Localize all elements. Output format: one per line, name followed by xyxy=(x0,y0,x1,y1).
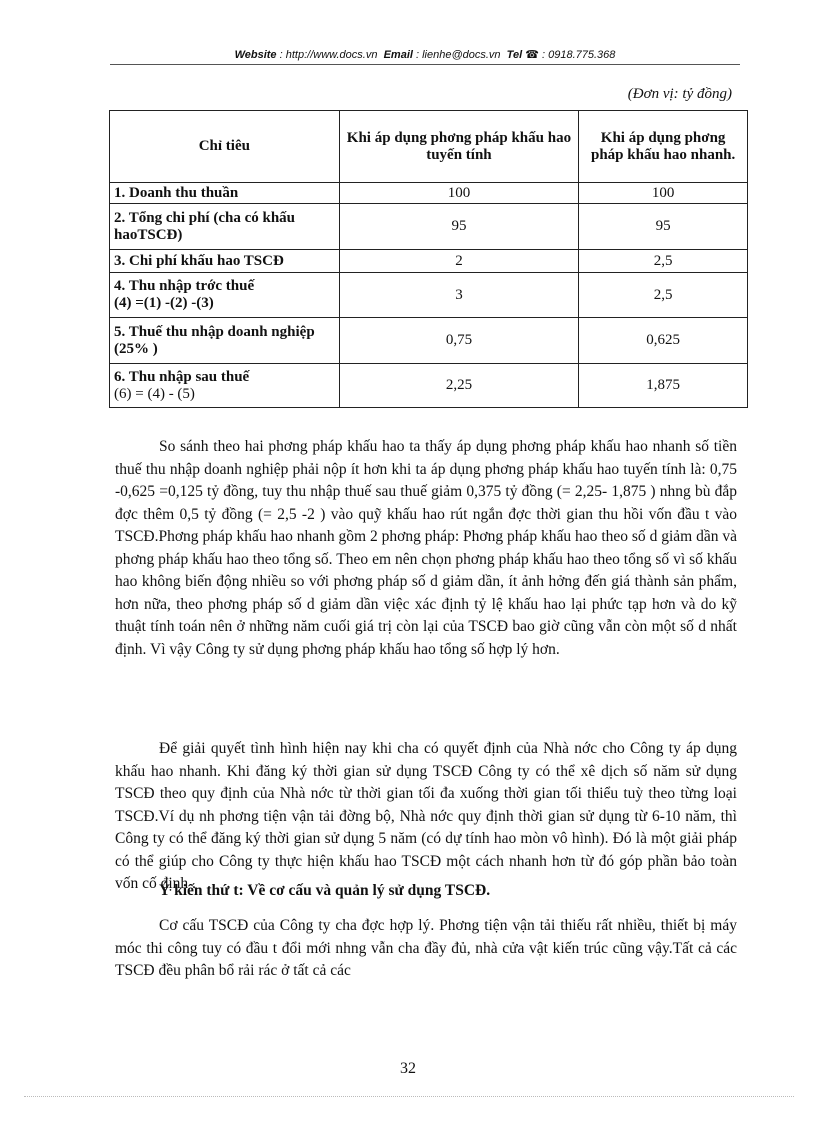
table-header-row xyxy=(110,111,748,183)
row-label: 4. Thu nhập trớc thuế xyxy=(114,278,255,294)
section-heading: Ý kiến thứ t: Về cơ cấu và quản lý sử dụng TSCĐ. xyxy=(159,882,491,899)
row-formula: (6) = (4) - (5) xyxy=(114,385,195,402)
table-row xyxy=(110,318,748,364)
paragraph-solution: Để giải quyết tình hình hiện nay khi cha có quyết định của Nhà nớc cho Công ty áp dụng khấu hao nhanh. Khi đăng ký thời gian sử dụng TSCĐ Công ty có thể xê dịch số năm sử dụng TSCĐ theo quy định của Nhà nớc từ thời gian tối đa xuống thời gian tối thiểu tuỳ theo từng loại TSCĐ.Ví dụ nh phơng tiện vận tải đờng bộ, Nhà nớc quy định thời gian sử dụng từ 6-10 năm, thì Công ty có thể đăng ký thời gian sử dụng 5 năm (có dự tính hao mòn vô hình). Đó là một giải pháp có thể giúp cho Công ty thực hiện khấu hao TSCĐ một cách nhanh hơn từ đó góp phần bảo toàn vốn cố định . xyxy=(115,740,737,892)
row-fast-value: 0,625 xyxy=(579,318,748,364)
row-label: 5. Thuế thu nhập doanh nghiệp (25% ) xyxy=(110,318,340,364)
phone-icon: ☎ xyxy=(525,49,539,61)
body-section-1 xyxy=(115,436,737,661)
table-row xyxy=(110,273,748,318)
header-linear: Khi áp dụng phơng pháp khấu hao tuyến tính xyxy=(339,111,579,183)
tel-value: : 0918.775.368 xyxy=(542,49,616,61)
page-number: 32 xyxy=(400,1060,416,1077)
page-header xyxy=(110,48,740,61)
comparison-table xyxy=(109,110,748,408)
email-value: : lienhe@docs.vn xyxy=(416,49,501,61)
row-formula: (4) =(1) -(2) -(3) xyxy=(114,295,214,311)
row-fast-value: 95 xyxy=(579,204,748,250)
body-section-2 xyxy=(115,738,737,896)
row-fast-value: 100 xyxy=(579,183,748,204)
unit-note: (Đơn vị: tỷ đồng) xyxy=(627,86,732,102)
row-label-cell xyxy=(110,273,340,318)
row-label-cell xyxy=(110,364,340,408)
row-label: 1. Doanh thu thuần xyxy=(110,183,340,204)
header-indicator: Chỉ tiêu xyxy=(110,111,340,183)
paragraph-structure: Cơ cấu TSCĐ của Công ty cha đợc hợp lý. Phơng tiện vận tải thiếu rất nhiều, thiết bị máy móc thi công tuy có đầu t đổi mới nhng vẫn cha đầy đủ, nhà cửa vật kiến trúc cũng vậy.Tất cả các TSCĐ đều phân bổ rải rác ở tất cả các xyxy=(115,917,737,979)
row-linear-value: 2 xyxy=(339,250,579,273)
row-fast-value: 1,875 xyxy=(579,364,748,408)
row-label: 3. Chi phí khấu hao TSCĐ xyxy=(110,250,340,273)
website-label: Website xyxy=(234,49,277,61)
footer-divider xyxy=(24,1096,794,1097)
row-linear-value: 2,25 xyxy=(339,364,579,408)
header-divider xyxy=(110,64,740,65)
table-row xyxy=(110,204,748,250)
email-label: Email xyxy=(383,49,413,61)
tel-label: Tel xyxy=(506,49,523,61)
table-row xyxy=(110,364,748,408)
paragraph-comparison: So sánh theo hai phơng pháp khấu hao ta thấy áp dụng phơng pháp khấu hao nhanh số tiền thuế thu nhập doanh nghiệp phải nộp ít hơn khi ta áp dụng phơng pháp khấu hao tuyến tính là: 0,75 -0,625 =0,125 tỷ đồng, tuy thu nhập thuế sau thuế giảm 0,375 tỷ đồng (= 2,25- 1,875 ) nhng bù đắp đợc thêm 0,5 tỷ đồng (= 2,5 -2 ) vào quỹ khấu hao rút ngắn đợc thời gian thu hồi vốn đầu t vào TSCĐ.Phơng pháp khấu hao nhanh gồm 2 phơng pháp: Phơng pháp khấu hao theo số d giảm dần và phơng pháp khấu hao theo tổng số. Theo em nên chọn phơng pháp khấu hao theo tổng số vì số khấu hao không biến động nhiều so với phơng pháp số d giảm dần, ít ảnh hởng đến giá thành sản phẩm, hơn nữa, theo phơng pháp số d giảm dần việc xác định tỷ lệ khấu hao lại phức tạp hơn và do kỹ thuật tính toán nên ở những năm cuối giá trị còn lại của TSCĐ bao giờ cũng vẫn còn một số d nhất định. Vì vậy Công ty sử dụng phơng pháp khấu hao tổng số hợp lý hơn. xyxy=(115,438,737,658)
body-section-3 xyxy=(115,915,737,983)
row-linear-value: 95 xyxy=(339,204,579,250)
row-linear-value: 3 xyxy=(339,273,579,318)
row-fast-value: 2,5 xyxy=(579,250,748,273)
table-row xyxy=(110,250,748,273)
row-label: 2. Tổng chi phí (cha có khấu haoTSCĐ) xyxy=(110,204,340,250)
row-linear-value: 0,75 xyxy=(339,318,579,364)
row-fast-value: 2,5 xyxy=(579,273,748,318)
row-linear-value: 100 xyxy=(339,183,579,204)
row-label: 6. Thu nhập sau thuế xyxy=(114,368,250,385)
table-row xyxy=(110,183,748,204)
website-value: : http://www.docs.vn xyxy=(279,49,378,61)
header-fast: Khi áp dụng phơng pháp khấu hao nhanh. xyxy=(579,111,748,183)
